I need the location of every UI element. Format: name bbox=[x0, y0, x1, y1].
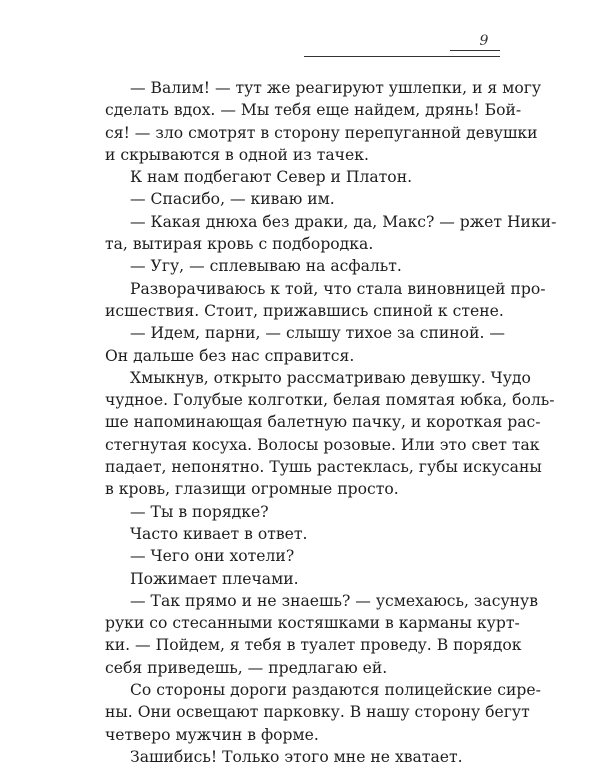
text-line: исшествия. Стоит, прижавшись спиной к стене. bbox=[105, 301, 504, 320]
text-line: Разворачиваюсь к той, что стала виновницей про- bbox=[130, 279, 546, 298]
text-line: чудное. Голубые колготки, белая помятая юбка, боль- bbox=[105, 391, 555, 410]
paragraph bbox=[105, 188, 501, 210]
text-line: — Спасибо, — киваю им. bbox=[130, 190, 335, 209]
text-line: ше напоминающая балетную пачку, и короткая рас- bbox=[105, 413, 541, 432]
text-line: К нам подбегают Север и Платон. bbox=[130, 168, 413, 187]
paragraph bbox=[105, 322, 505, 367]
text-line: Со стороны дороги раздаются полицейские сире- bbox=[130, 681, 541, 700]
text-line: — Валим! — тут же реагируют ушлепки, и я могу bbox=[130, 79, 542, 97]
text-line: ны. Они освещают парковку. В нашу сторону бегут bbox=[105, 703, 530, 722]
text-line: стегнутая косуха. Волосы розовые. Или это свет так bbox=[105, 435, 540, 454]
text-line: себя приведешь, — предлагаю ей. bbox=[105, 658, 388, 677]
paragraph bbox=[105, 501, 501, 523]
text-line: — Идем, парни, — слышу тихое за спиной. — bbox=[130, 324, 505, 343]
text-line: — Ты в порядке? bbox=[130, 502, 269, 521]
paragraph bbox=[105, 746, 501, 768]
paragraph bbox=[105, 255, 501, 277]
paragraph bbox=[105, 77, 542, 166]
text-line: ся! — зло смотрят в сторону перепуганной девушки bbox=[105, 123, 538, 142]
text-line: та, вытирая кровь с подбородка. bbox=[105, 235, 374, 254]
text-line: Зашибись! Только этого мне не хватает. bbox=[130, 747, 463, 766]
text-line: Он дальше без нас справится. bbox=[105, 346, 355, 365]
text-line: четверо мужчин в форме. bbox=[105, 725, 319, 744]
paragraph bbox=[105, 590, 538, 679]
text-line: сделать вдох. — Мы тебя еще найдем, дрянь! Бой- bbox=[105, 101, 522, 120]
text-line: — Чего они хотели? bbox=[130, 547, 295, 566]
paragraph bbox=[105, 278, 546, 323]
paragraph bbox=[105, 367, 555, 501]
text-line: ки. — Пойдем, я тебя в туалет проведу. В порядок bbox=[105, 636, 522, 655]
paragraph bbox=[105, 568, 501, 590]
paragraph bbox=[105, 679, 541, 746]
paragraph bbox=[105, 211, 557, 256]
text-line: Часто кивает в ответ. bbox=[130, 524, 308, 543]
text-line: руки со стесанными костяшками в карманы курт- bbox=[105, 614, 520, 633]
page-number: 9 bbox=[479, 33, 489, 49]
text-line: — Угу, — сплевываю на асфальт. bbox=[130, 257, 402, 276]
paragraph bbox=[105, 523, 501, 545]
text-line: — Какая днюха без драки, да, Макс? — ржет Ники- bbox=[130, 212, 557, 231]
paragraph bbox=[105, 545, 501, 567]
header-rules bbox=[0, 0, 600, 70]
text-line: Хмыкнув, открыто рассматриваю девушку. Чудо bbox=[130, 368, 531, 387]
text-line: — Так прямо и не знаешь? — усмехаюсь, засунув bbox=[130, 591, 538, 610]
paragraph bbox=[105, 166, 501, 188]
text-line: Пожимает плечами. bbox=[130, 569, 299, 588]
body-text bbox=[105, 77, 557, 768]
text-line: в кровь, глазищи огромные просто. bbox=[105, 480, 399, 499]
text-line: падает, непонятно. Тушь растеклась, губы искусаны bbox=[105, 458, 542, 477]
text-line: и скрываются в одной из тачек. bbox=[105, 145, 369, 164]
